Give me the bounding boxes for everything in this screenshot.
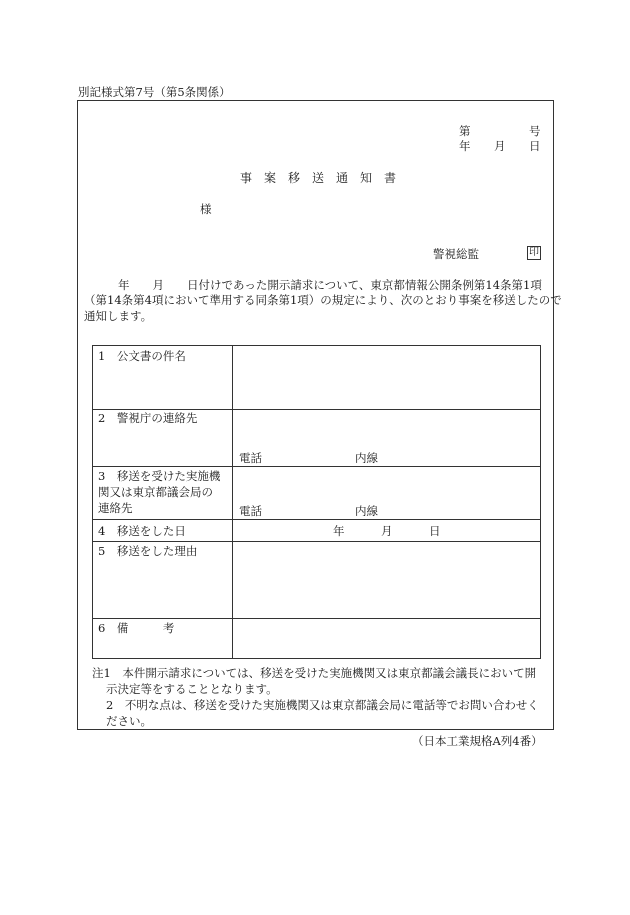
note-2-line-1: 2 不明な点は、移送を受けた実施機関又は東京都議会局に電話等でお問い合わせく	[106, 698, 539, 712]
table-row-divider	[93, 618, 540, 619]
number-prefix: 第	[459, 124, 471, 138]
paper-size-footer: （日本工業規格A列4番）	[412, 734, 543, 748]
row-police-contact-label: 2 警視庁の連絡先	[98, 411, 198, 425]
issuer: 警視総監	[433, 247, 479, 261]
form-label: 別記様式第7号（第5条関係）	[78, 85, 231, 99]
document-title: 事 案 移 送 通 知 書	[240, 171, 397, 185]
row-recipient-extension: 内線	[355, 504, 378, 518]
table-row-divider	[93, 541, 540, 542]
row-recipient-label-line-2: 関又は東京都議会局の	[98, 485, 213, 499]
row-transfer-date-day: 日	[429, 524, 441, 538]
addressee-suffix: 様	[200, 202, 212, 216]
row-police-extension: 内線	[355, 451, 378, 465]
transfer-table	[92, 345, 541, 659]
body-line-1: 年 月 日付けであった開示請求について、東京都情報公開条例第14条第1項	[118, 278, 542, 292]
note-1-line-1: 注1 本件開示請求については、移送を受けた実施機関又は東京都議会議長において開	[92, 666, 537, 680]
seal-mark: 印	[529, 247, 539, 258]
row-document-name-label: 1 公文書の件名	[98, 349, 186, 363]
table-column-divider	[232, 346, 233, 658]
row-remarks-label: 6 備 考	[98, 621, 175, 635]
row-recipient-label-line-1: 3 移送を受けた実施機	[98, 469, 221, 483]
table-row-divider	[93, 466, 540, 467]
date-year: 年	[459, 139, 471, 153]
row-transfer-date-label: 4 移送をした日	[98, 524, 186, 538]
row-transfer-reason-label: 5 移送をした理由	[98, 544, 198, 558]
row-recipient-label-line-3: 連絡先	[98, 501, 133, 515]
body-line-3: 通知します。	[84, 309, 153, 323]
table-row-divider	[93, 519, 540, 520]
date-month: 月	[494, 139, 506, 153]
note-1-line-2: 示決定等をすることとなります。	[106, 682, 278, 696]
note-2-line-2: ださい。	[106, 714, 152, 728]
row-transfer-date-year: 年	[333, 524, 345, 538]
row-police-phone: 電話	[239, 451, 262, 465]
number-suffix: 号	[529, 124, 541, 138]
row-transfer-date-month: 月	[381, 524, 393, 538]
date-day: 日	[529, 139, 541, 153]
body-line-2: （第14条第4項において準用する同条第1項）の規定により、次のとおり事案を移送したので	[84, 293, 562, 307]
row-recipient-phone: 電話	[239, 504, 262, 518]
